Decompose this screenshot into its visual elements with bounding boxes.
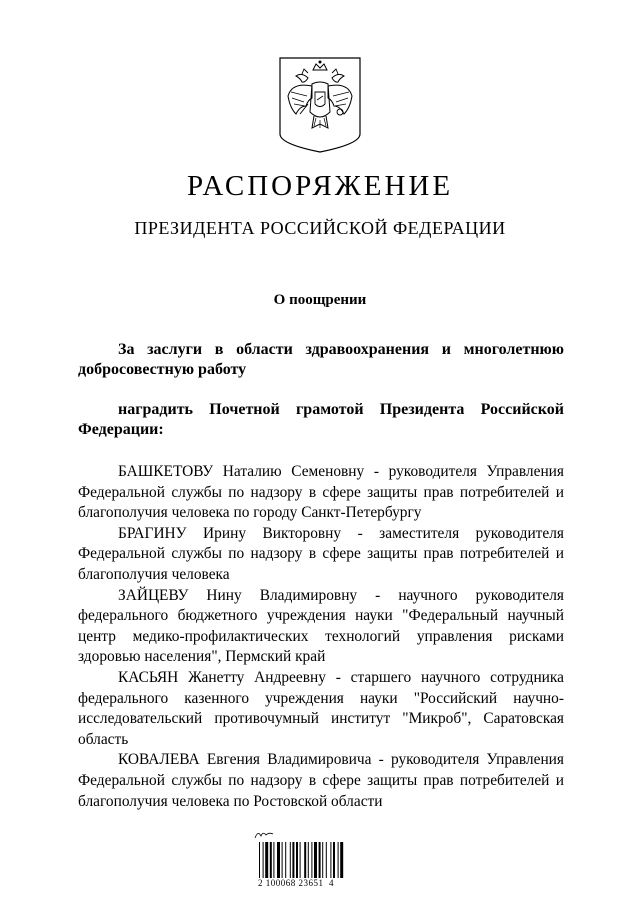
resolution-paragraph: наградить Почетной грамотой Президента Российской Федерации: [78, 401, 564, 438]
recipients-list [78, 462, 564, 812]
document-heading: О поощрении [273, 292, 367, 308]
state-emblem [278, 56, 362, 154]
barcode-bars [258, 842, 378, 878]
barcode [258, 842, 378, 878]
recipient-entry: БАШКЕТОВУ Наталию Семеновну - руководителя Управления Федеральной службы по надзору в сфере защиты прав потребителей и благополучия человека по городу Санкт-Петербургу [78, 463, 564, 522]
double-headed-eagle-icon [278, 56, 362, 154]
recipient-entry: ЗАЙЦЕВУ Нину Владимировну - научного руководителя федерального бюджетного учреждения науки "Федеральный научный центр медико-профилактических технологий управления рисками здоровью населения", Пермский край [78, 586, 564, 666]
document-title: РАСПОРЯЖЕНИЕ [186, 170, 454, 202]
recipient-entry: КАСЬЯН Жанетту Андреевну - старшего научного сотрудника федерального казенного учреждения науки "Российский научно-исследовательский противочумный институт "Микроб", Саратовская область [78, 668, 564, 748]
recipient-entry: КОВАЛЕВА Евгения Владимировича - руководителя Управления Федеральной службы по надзору в сфере защиты прав потребителей и благополучия человека по Ростовской области [78, 751, 564, 810]
recipient-entry: БРАГИНУ Ирину Викторовну - заместителя руководителя Федеральной службы по надзору в сфере защиты прав потребителей и благополучия человека [78, 524, 564, 583]
document-subtitle: ПРЕЗИДЕНТА РОССИЙСКОЙ ФЕДЕРАЦИИ [134, 218, 506, 238]
handwritten-initials [254, 828, 274, 842]
barcode-number: 2 100068 23651 4 [258, 878, 334, 888]
preamble-paragraph: За заслуги в области здравоохранения и многолетнюю добросовестную работу [78, 341, 564, 378]
